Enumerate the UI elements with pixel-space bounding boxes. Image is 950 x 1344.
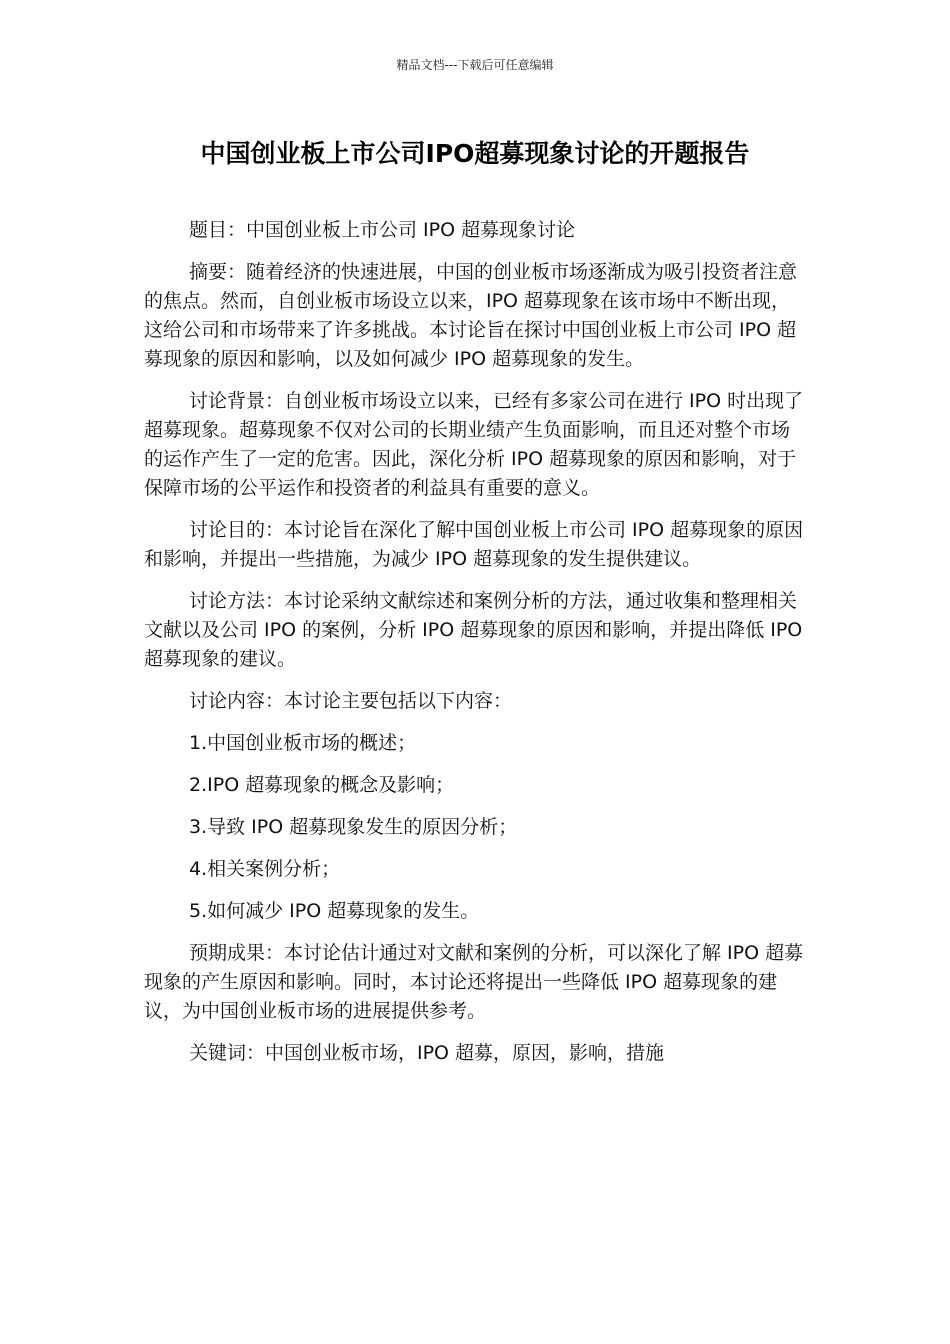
abstract-paragraph: 摘要：随着经济的快速进展，中国的创业板市场逐渐成为吸引投资者注意的焦点。然而，自创业板市场设立以来，IPO 超募现象在该市场中不断出现，这给公司和市场带来了许多挑战。本讨论旨在探讨中国创业板上市公司 IPO 超募现象的原因和影响，以及如何减少 IPO 超募现象的发生。 [144,261,798,370]
content-intro-paragraph: 讨论内容：本讨论主要包括以下内容： [189,690,513,712]
document-title: 中国创业板上市公司IPO超募现象讨论的开题报告 [200,139,750,168]
purpose-paragraph: 讨论目的：本讨论旨在深化了解中国创业板上市公司 IPO 超募现象的原因和影响，并提出一些措施，为减少 IPO 超募现象的发生提供建议。 [144,519,804,570]
expected-results-paragraph: 预期成果：本讨论估计通过对文献和案例的分析，可以深化了解 IPO 超募现象的产生原因和影响。同时，本讨论还将提出一些降低 IPO 超募现象的建议，为中国创业板市场的进展提供参考。 [144,942,804,1022]
content-list-item: 1.中国创业板市场的概述； [189,732,417,754]
document-body [144,216,808,1081]
page-header: 精品文档---下载后可任意编辑 [396,58,554,72]
content-list-item: 3.导致 IPO 超募现象发生的原因分析； [189,816,518,838]
background-paragraph: 讨论背景：自创业板市场设立以来，已经有多家公司在进行 IPO 时出现了超募现象。超募现象不仅对公司的长期业绩产生负面影响，而且还对整个市场的运作产生了一定的危害。因此，深化分析 IPO 超募现象的原因和影响，对于保障市场的公平运作和投资者的利益具有重要的意义。 [144,390,804,499]
content-list-item: 2.IPO 超募现象的概念及影响； [189,774,455,796]
content-list-item: 5.如何减少 IPO 超募现象的发生。 [189,900,480,922]
keywords-paragraph: 关键词：中国创业板市场，IPO 超募，原因，影响，措施 [189,1042,665,1064]
content-list-item: 4.相关案例分析； [189,858,341,880]
method-paragraph: 讨论方法：本讨论采纳文献综述和案例分析的方法，通过收集和整理相关文献以及公司 IPO 的案例，分析 IPO 超募现象的原因和影响，并提出降低 IPO 超募现象的建议。 [144,590,803,670]
topic-paragraph: 题目：中国创业板上市公司 IPO 超募现象讨论 [189,219,576,241]
